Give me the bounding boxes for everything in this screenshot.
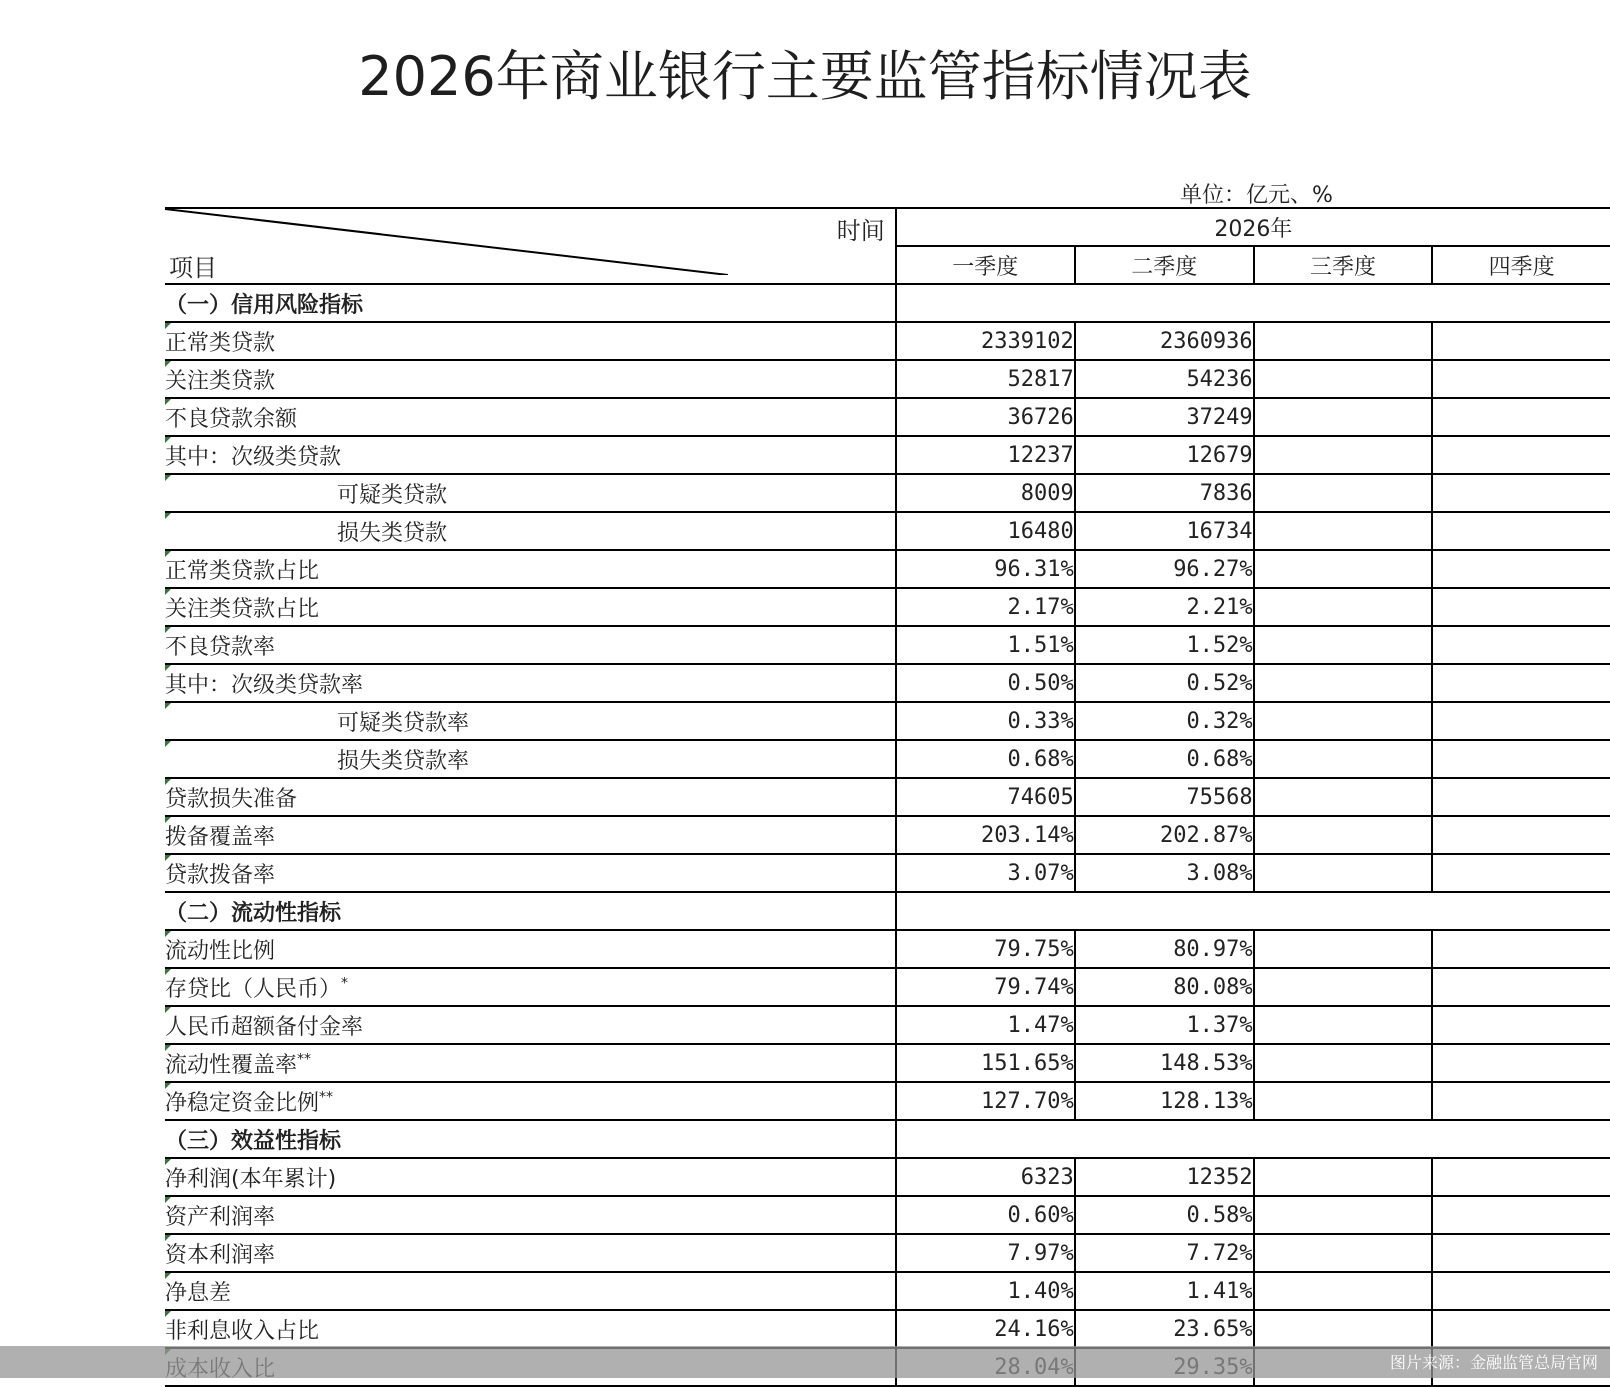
table-row xyxy=(165,626,1610,664)
table-row xyxy=(165,1044,1610,1082)
unit-label: 单位：亿元、% xyxy=(1180,183,1333,208)
cell-marker-icon xyxy=(165,437,171,443)
row-label-cell xyxy=(165,474,896,512)
q3-value xyxy=(1254,1234,1433,1272)
q2-value: 80.97% xyxy=(1075,930,1254,968)
q4-value xyxy=(1432,968,1610,1006)
q2-value: 1.41% xyxy=(1075,1272,1254,1310)
row-label-cell xyxy=(165,816,896,854)
q3-value xyxy=(1254,816,1433,854)
row-label-cell xyxy=(165,322,896,360)
row-label-cell xyxy=(165,436,896,474)
table-row xyxy=(165,968,1610,1006)
q1-value: 6323 xyxy=(896,1158,1075,1196)
row-label: 贷款损失准备 xyxy=(165,786,298,812)
q4-value xyxy=(1432,398,1610,436)
q3-value xyxy=(1254,778,1433,816)
row-label: 净利润(本年累计) xyxy=(165,1166,337,1192)
row-label-cell xyxy=(165,778,896,816)
row-label-cell xyxy=(165,664,896,702)
q1-value: 7.97% xyxy=(896,1234,1075,1272)
row-label: 净息差 xyxy=(165,1280,232,1306)
section-row xyxy=(165,892,1610,930)
cell-marker-icon xyxy=(165,817,171,823)
row-label: 资本利润率 xyxy=(165,1242,276,1268)
q2-value: 0.68% xyxy=(1075,740,1254,778)
q3-value xyxy=(1254,854,1433,892)
q4-value xyxy=(1432,1196,1610,1234)
q4-value xyxy=(1432,436,1610,474)
q1-value: 96.31% xyxy=(896,550,1075,588)
q1-value: 1.47% xyxy=(896,1006,1075,1044)
q2-value: 202.87% xyxy=(1075,816,1254,854)
q4-value xyxy=(1432,1044,1610,1082)
q1-value: 1.51% xyxy=(896,626,1075,664)
q2-value: 12352 xyxy=(1075,1158,1254,1196)
table-row xyxy=(165,816,1610,854)
q2-value: 3.08% xyxy=(1075,854,1254,892)
row-label-cell xyxy=(165,360,896,398)
row-label: 可疑类贷款率 xyxy=(337,710,470,736)
section-row xyxy=(165,1120,1610,1158)
page-title: 2026年商业银行主要监管指标情况表 xyxy=(358,45,1252,108)
q2-value: 80.08% xyxy=(1075,968,1254,1006)
q1-value: 151.65% xyxy=(896,1044,1075,1082)
row-label: 正常类贷款占比 xyxy=(165,558,320,584)
footer-source: 图片来源：金融监管总局官网 xyxy=(1389,1353,1598,1372)
row-label: 资产利润率 xyxy=(165,1204,276,1230)
row-label: 存贷比（人民币） xyxy=(165,976,342,1002)
cell-marker-icon xyxy=(165,703,171,709)
cell-marker-icon xyxy=(165,1273,171,1279)
table-row xyxy=(165,512,1610,550)
row-label: 损失类贷款率 xyxy=(337,748,470,774)
cell-marker-icon xyxy=(165,1197,171,1203)
table-row xyxy=(165,1158,1610,1196)
q4-value xyxy=(1432,1272,1610,1310)
footnote-marker: ** xyxy=(319,1089,334,1106)
cell-marker-icon xyxy=(165,1235,171,1241)
table-row xyxy=(165,588,1610,626)
table-row xyxy=(165,1006,1610,1044)
cell-marker-icon xyxy=(165,779,171,785)
q3-value xyxy=(1254,740,1433,778)
q2-value: 0.32% xyxy=(1075,702,1254,740)
cell-marker-icon xyxy=(165,1045,171,1051)
row-label: 关注类贷款占比 xyxy=(165,596,320,622)
header-corner-cell xyxy=(165,208,896,284)
header-q2: 二季度 xyxy=(1075,246,1254,284)
q4-value xyxy=(1432,512,1610,550)
q3-value xyxy=(1254,398,1433,436)
q3-value xyxy=(1254,1310,1433,1348)
row-label: 人民币超额备付金率 xyxy=(165,1014,364,1040)
q2-value: 2360936 xyxy=(1075,322,1254,360)
q2-value: 128.13% xyxy=(1075,1082,1254,1120)
row-label: 贷款拨备率 xyxy=(165,862,276,888)
q1-value: 0.50% xyxy=(896,664,1075,702)
footer-bar xyxy=(0,1346,1610,1378)
q4-value xyxy=(1432,740,1610,778)
q3-value xyxy=(1254,1006,1433,1044)
row-label: 不良贷款余额 xyxy=(165,406,298,432)
row-label-cell xyxy=(165,1196,896,1234)
row-label: 其中：次级类贷款 xyxy=(165,444,342,470)
row-label: 其中：次级类贷款率 xyxy=(165,672,364,698)
q2-value: 1.37% xyxy=(1075,1006,1254,1044)
row-label-cell xyxy=(165,1082,896,1120)
q2-value: 0.58% xyxy=(1075,1196,1254,1234)
q4-value xyxy=(1432,1158,1610,1196)
section-blank xyxy=(896,1120,1610,1158)
q2-value: 1.52% xyxy=(1075,626,1254,664)
q4-value xyxy=(1432,474,1610,512)
header-q3: 三季度 xyxy=(1254,246,1433,284)
diagonal-line xyxy=(165,209,728,275)
cell-marker-icon xyxy=(165,665,171,671)
q2-value: 75568 xyxy=(1075,778,1254,816)
row-label: 拨备覆盖率 xyxy=(165,824,276,850)
table-row xyxy=(165,702,1610,740)
section-title: （二）流动性指标 xyxy=(165,892,896,930)
q4-value xyxy=(1432,1310,1610,1348)
cell-marker-icon xyxy=(165,1311,171,1317)
q2-value: 16734 xyxy=(1075,512,1254,550)
table-row xyxy=(165,322,1610,360)
cell-marker-icon xyxy=(165,323,171,329)
table-row xyxy=(165,664,1610,702)
footnote-marker: ** xyxy=(297,1051,312,1068)
q1-value: 8009 xyxy=(896,474,1075,512)
header-year: 2026年 xyxy=(896,208,1610,246)
q1-value: 1.40% xyxy=(896,1272,1075,1310)
row-label: 净稳定资金比例 xyxy=(165,1090,320,1116)
cell-marker-icon xyxy=(165,1159,171,1165)
table-row xyxy=(165,360,1610,398)
q3-value xyxy=(1254,322,1433,360)
table-row xyxy=(165,1272,1610,1310)
section-title: （三）效益性指标 xyxy=(165,1120,896,1158)
row-label-cell xyxy=(165,550,896,588)
row-label-cell xyxy=(165,740,896,778)
q3-value xyxy=(1254,1044,1433,1082)
q1-value: 12237 xyxy=(896,436,1075,474)
q3-value xyxy=(1254,968,1433,1006)
q1-value: 52817 xyxy=(896,360,1075,398)
row-label: 损失类贷款 xyxy=(337,520,448,546)
row-label: 不良贷款率 xyxy=(165,634,276,660)
row-label: 可疑类贷款 xyxy=(337,482,448,508)
q2-value: 12679 xyxy=(1075,436,1254,474)
cell-marker-icon xyxy=(165,361,171,367)
q1-value: 79.74% xyxy=(896,968,1075,1006)
cell-marker-icon xyxy=(165,513,171,519)
row-label-cell xyxy=(165,588,896,626)
row-label: 流动性覆盖率 xyxy=(165,1052,298,1078)
q3-value xyxy=(1254,360,1433,398)
q3-value xyxy=(1254,930,1433,968)
q4-value xyxy=(1432,1234,1610,1272)
q1-value: 0.60% xyxy=(896,1196,1075,1234)
cell-marker-icon xyxy=(165,1083,171,1089)
section-row xyxy=(165,284,1610,322)
table-row xyxy=(165,740,1610,778)
row-label-cell xyxy=(165,1272,896,1310)
q4-value xyxy=(1432,550,1610,588)
cell-marker-icon xyxy=(165,855,171,861)
q2-value: 96.27% xyxy=(1075,550,1254,588)
row-label-cell xyxy=(165,512,896,550)
q1-value: 2339102 xyxy=(896,322,1075,360)
table-row xyxy=(165,474,1610,512)
q1-value: 0.68% xyxy=(896,740,1075,778)
row-label-cell xyxy=(165,930,896,968)
q3-value xyxy=(1254,1082,1433,1120)
q4-value xyxy=(1432,664,1610,702)
cell-marker-icon xyxy=(165,1007,171,1013)
cell-marker-icon xyxy=(165,475,171,481)
indicator-table xyxy=(165,207,1610,1387)
row-label: 关注类贷款 xyxy=(165,368,276,394)
cell-marker-icon xyxy=(165,741,171,747)
section-title: （一）信用风险指标 xyxy=(165,284,896,322)
table-row xyxy=(165,1196,1610,1234)
table-row xyxy=(165,1310,1610,1348)
q1-value: 127.70% xyxy=(896,1082,1075,1120)
header-time-label: 时间 xyxy=(836,217,885,245)
q3-value xyxy=(1254,436,1433,474)
table-row xyxy=(165,778,1610,816)
q2-value: 54236 xyxy=(1075,360,1254,398)
q2-value: 23.65% xyxy=(1075,1310,1254,1348)
q3-value xyxy=(1254,702,1433,740)
row-label-cell xyxy=(165,1234,896,1272)
row-label-cell xyxy=(165,968,896,1006)
q3-value xyxy=(1254,588,1433,626)
row-label: 正常类贷款 xyxy=(165,330,276,356)
q2-value: 0.52% xyxy=(1075,664,1254,702)
q1-value: 2.17% xyxy=(896,588,1075,626)
q3-value xyxy=(1254,512,1433,550)
q4-value xyxy=(1432,1006,1610,1044)
q4-value xyxy=(1432,702,1610,740)
q1-value: 0.33% xyxy=(896,702,1075,740)
q3-value xyxy=(1254,474,1433,512)
q2-value: 7.72% xyxy=(1075,1234,1254,1272)
footnote-marker: * xyxy=(341,975,349,992)
table-row xyxy=(165,398,1610,436)
section-blank xyxy=(896,284,1610,322)
cell-marker-icon xyxy=(165,931,171,937)
row-label-cell xyxy=(165,1044,896,1082)
row-label-cell xyxy=(165,398,896,436)
q1-value: 24.16% xyxy=(896,1310,1075,1348)
cell-marker-icon xyxy=(165,399,171,405)
header-q4: 四季度 xyxy=(1432,246,1610,284)
row-label: 非利息收入占比 xyxy=(165,1318,320,1344)
table-row xyxy=(165,550,1610,588)
q1-value: 74605 xyxy=(896,778,1075,816)
row-label-cell xyxy=(165,1006,896,1044)
q1-value: 36726 xyxy=(896,398,1075,436)
q4-value xyxy=(1432,930,1610,968)
q4-value xyxy=(1432,588,1610,626)
q3-value xyxy=(1254,626,1433,664)
q2-value: 148.53% xyxy=(1075,1044,1254,1082)
q4-value xyxy=(1432,816,1610,854)
q4-value xyxy=(1432,854,1610,892)
cell-marker-icon xyxy=(165,551,171,557)
q4-value xyxy=(1432,360,1610,398)
table-row xyxy=(165,854,1610,892)
q2-value: 37249 xyxy=(1075,398,1254,436)
row-label: 流动性比例 xyxy=(165,938,276,964)
table-row xyxy=(165,436,1610,474)
row-label-cell xyxy=(165,702,896,740)
table-row xyxy=(165,930,1610,968)
table-row xyxy=(165,1234,1610,1272)
table-row xyxy=(165,1082,1610,1120)
q1-value: 79.75% xyxy=(896,930,1075,968)
cell-marker-icon xyxy=(165,589,171,595)
cell-marker-icon xyxy=(165,969,171,975)
q4-value xyxy=(1432,1082,1610,1120)
header-item-label: 项目 xyxy=(169,254,217,282)
q3-value xyxy=(1254,1158,1433,1196)
q2-value: 2.21% xyxy=(1075,588,1254,626)
q3-value xyxy=(1254,550,1433,588)
q4-value xyxy=(1432,778,1610,816)
q1-value: 3.07% xyxy=(896,854,1075,892)
q1-value: 16480 xyxy=(896,512,1075,550)
q4-value xyxy=(1432,322,1610,360)
q3-value xyxy=(1254,1196,1433,1234)
row-label-cell xyxy=(165,1158,896,1196)
row-label-cell xyxy=(165,1310,896,1348)
q4-value xyxy=(1432,626,1610,664)
q3-value xyxy=(1254,1272,1433,1310)
q2-value: 7836 xyxy=(1075,474,1254,512)
section-blank xyxy=(896,892,1610,930)
row-label-cell xyxy=(165,854,896,892)
cell-marker-icon xyxy=(165,627,171,633)
q3-value xyxy=(1254,664,1433,702)
row-label-cell xyxy=(165,626,896,664)
q1-value: 203.14% xyxy=(896,816,1075,854)
header-q1: 一季度 xyxy=(896,246,1075,284)
